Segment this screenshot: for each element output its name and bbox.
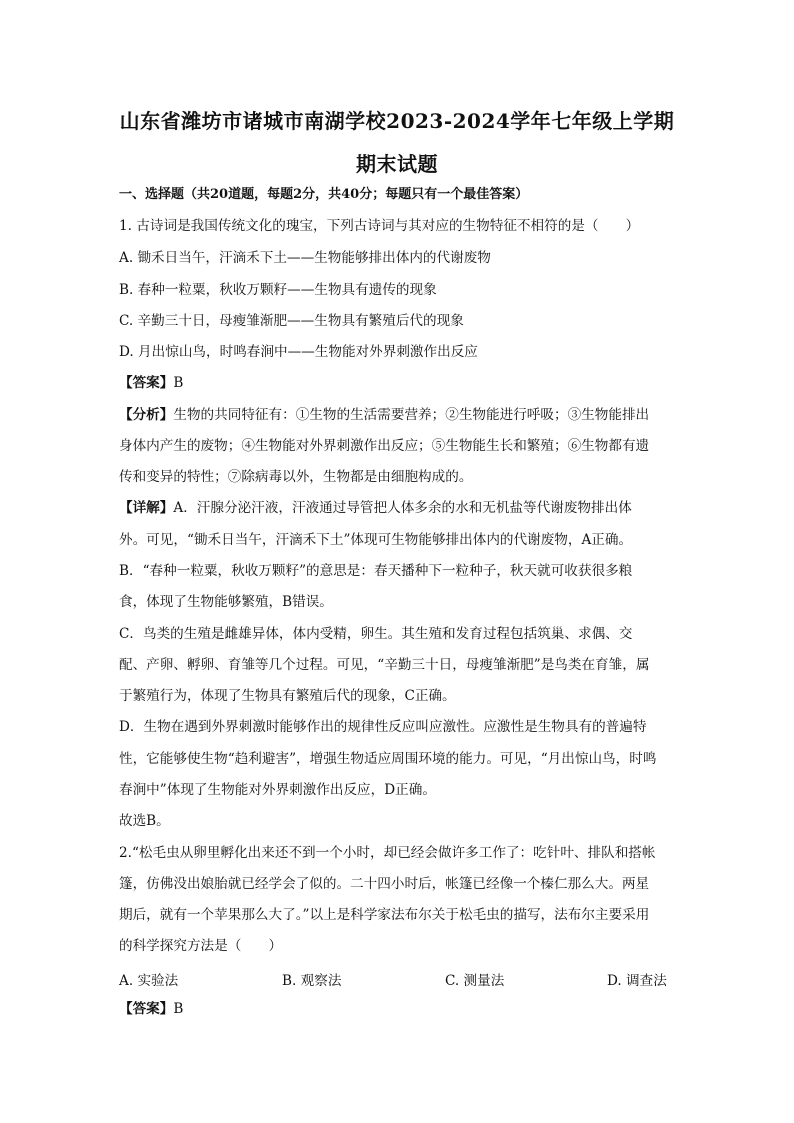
question-1-option-c: C. 辛勤三十日，母瘦雏渐肥——生物具有繁殖后代的现象 [119,313,464,329]
question-1-detail-line: 于繁殖行为，体现了生物具有繁殖后代的现象，C正确。 [119,688,456,704]
question-1-detail-line: B．“春种一粒粟，秋收万颗籽”的意思是：春天播种下一粒种子，秋天就可收获很多粮 [119,563,633,579]
question-1-detail-line: 食，体现了生物能够繁殖，B错误。 [119,594,333,610]
question-2-stem-line: 篷，仿佛没出娘胎就已经学会了似的。二十四小时后，帐篷已经像一个榛仁那么大。两星 [119,876,650,892]
question-2-option-a: A. 实验法 [119,973,179,989]
analysis-text: 生物的共同特征有：①生物的生活需要营养；②生物能进行呼吸；③生物能排出 [173,407,650,423]
question-1-detail-line: 春涧中”体现了生物能对外界刺激作出反应，D正确。 [119,782,436,798]
question-1-conclusion: 故选B。 [119,813,170,829]
answer-tag: 【答案】 [119,1001,174,1017]
question-1-detail-line: 性，它能够使生物“趋利避害”，增强生物适应周围环境的能力。可见，“月出惊山鸟，时鸣 [119,751,657,767]
question-1-option-d: D. 月出惊山鸟，时鸣春涧中——生物能对外界刺激作出反应 [119,344,478,360]
question-1-detail-line: C．鸟类的生殖是雌雄异体，体内受精，卵生。其生殖和发育过程包括筑巢、求偶、交 [119,626,633,642]
question-1-analysis-line: 传和变异的特性；⑦除病毒以外，生物都是由细胞构成的。 [119,469,473,485]
question-2-stem-line: 2.“松毛虫从卵里孵化出来还不到一个小时，却已经会做许多工作了：吃针叶、排队和搭帐 [119,845,656,861]
question-1-analysis-line [119,406,649,424]
question-1-stem: 1. 古诗词是我国传统文化的瑰宝，下列古诗词与其对应的生物特征不相符的是（ ） [119,218,640,234]
question-2-option-b: B. 观察法 [282,973,342,989]
question-1-option-b: B. 春种一粒粟，秋收万颗籽——生物具有遗传的现象 [119,282,437,298]
answer-tag: 【答案】 [119,375,174,391]
question-2-stem-line: 期后，就有一个苹果那么大了。”以上是科学家法布尔关于松毛虫的描写，法布尔主要采用 [119,907,650,923]
question-2-answer [119,1000,183,1018]
detail-text: A．汗腺分泌汗液，汗液通过导管把人体多余的水和无机盐等代谢废物排出体 [173,500,632,516]
analysis-tag: 【分析】 [119,407,174,423]
page-title-line-1: 山东省潍坊市诸城市南湖学校2023-2024学年七年级上学期 [119,109,675,133]
section-heading: 一、选择题（共20道题，每题2分，共40分；每题只有一个最佳答案） [119,187,529,202]
question-1-detail-line: D．生物在遇到外界刺激时能够作出的规律性反应叫应激性。应激性是生物具有的普遍特 [119,719,647,735]
question-1-detail-line: 配、产卵、孵卵、育雏等几个过程。可见，“辛勤三十日，母瘦雏渐肥”是鸟类在育雏，属 [119,657,650,673]
answer-value: B [173,375,184,391]
question-1-option-a: A. 锄禾日当午，汗滴禾下土——生物能够排出体内的代谢废物 [119,250,491,266]
question-2-option-d: D. 调查法 [607,973,667,989]
answer-value: B [173,1001,184,1017]
question-1-answer [119,374,183,392]
question-1-detail-line [119,499,632,517]
page-title-line-2: 期末试题 [356,152,438,176]
question-1-detail-line: 外。可见，“锄禾日当午，汗滴禾下土”体现可生物能够排出体内的代谢废物，A正确。 [119,532,633,548]
question-2-stem-line: 的科学探究方法是（ ） [119,938,283,954]
detail-tag: 【详解】 [119,500,174,516]
question-1-analysis-line: 身体内产生的废物；④生物能对外界刺激作出反应；⑤生物能生长和繁殖；⑥生物都有遗 [119,438,650,454]
question-2-option-c: C. 测量法 [445,973,505,989]
